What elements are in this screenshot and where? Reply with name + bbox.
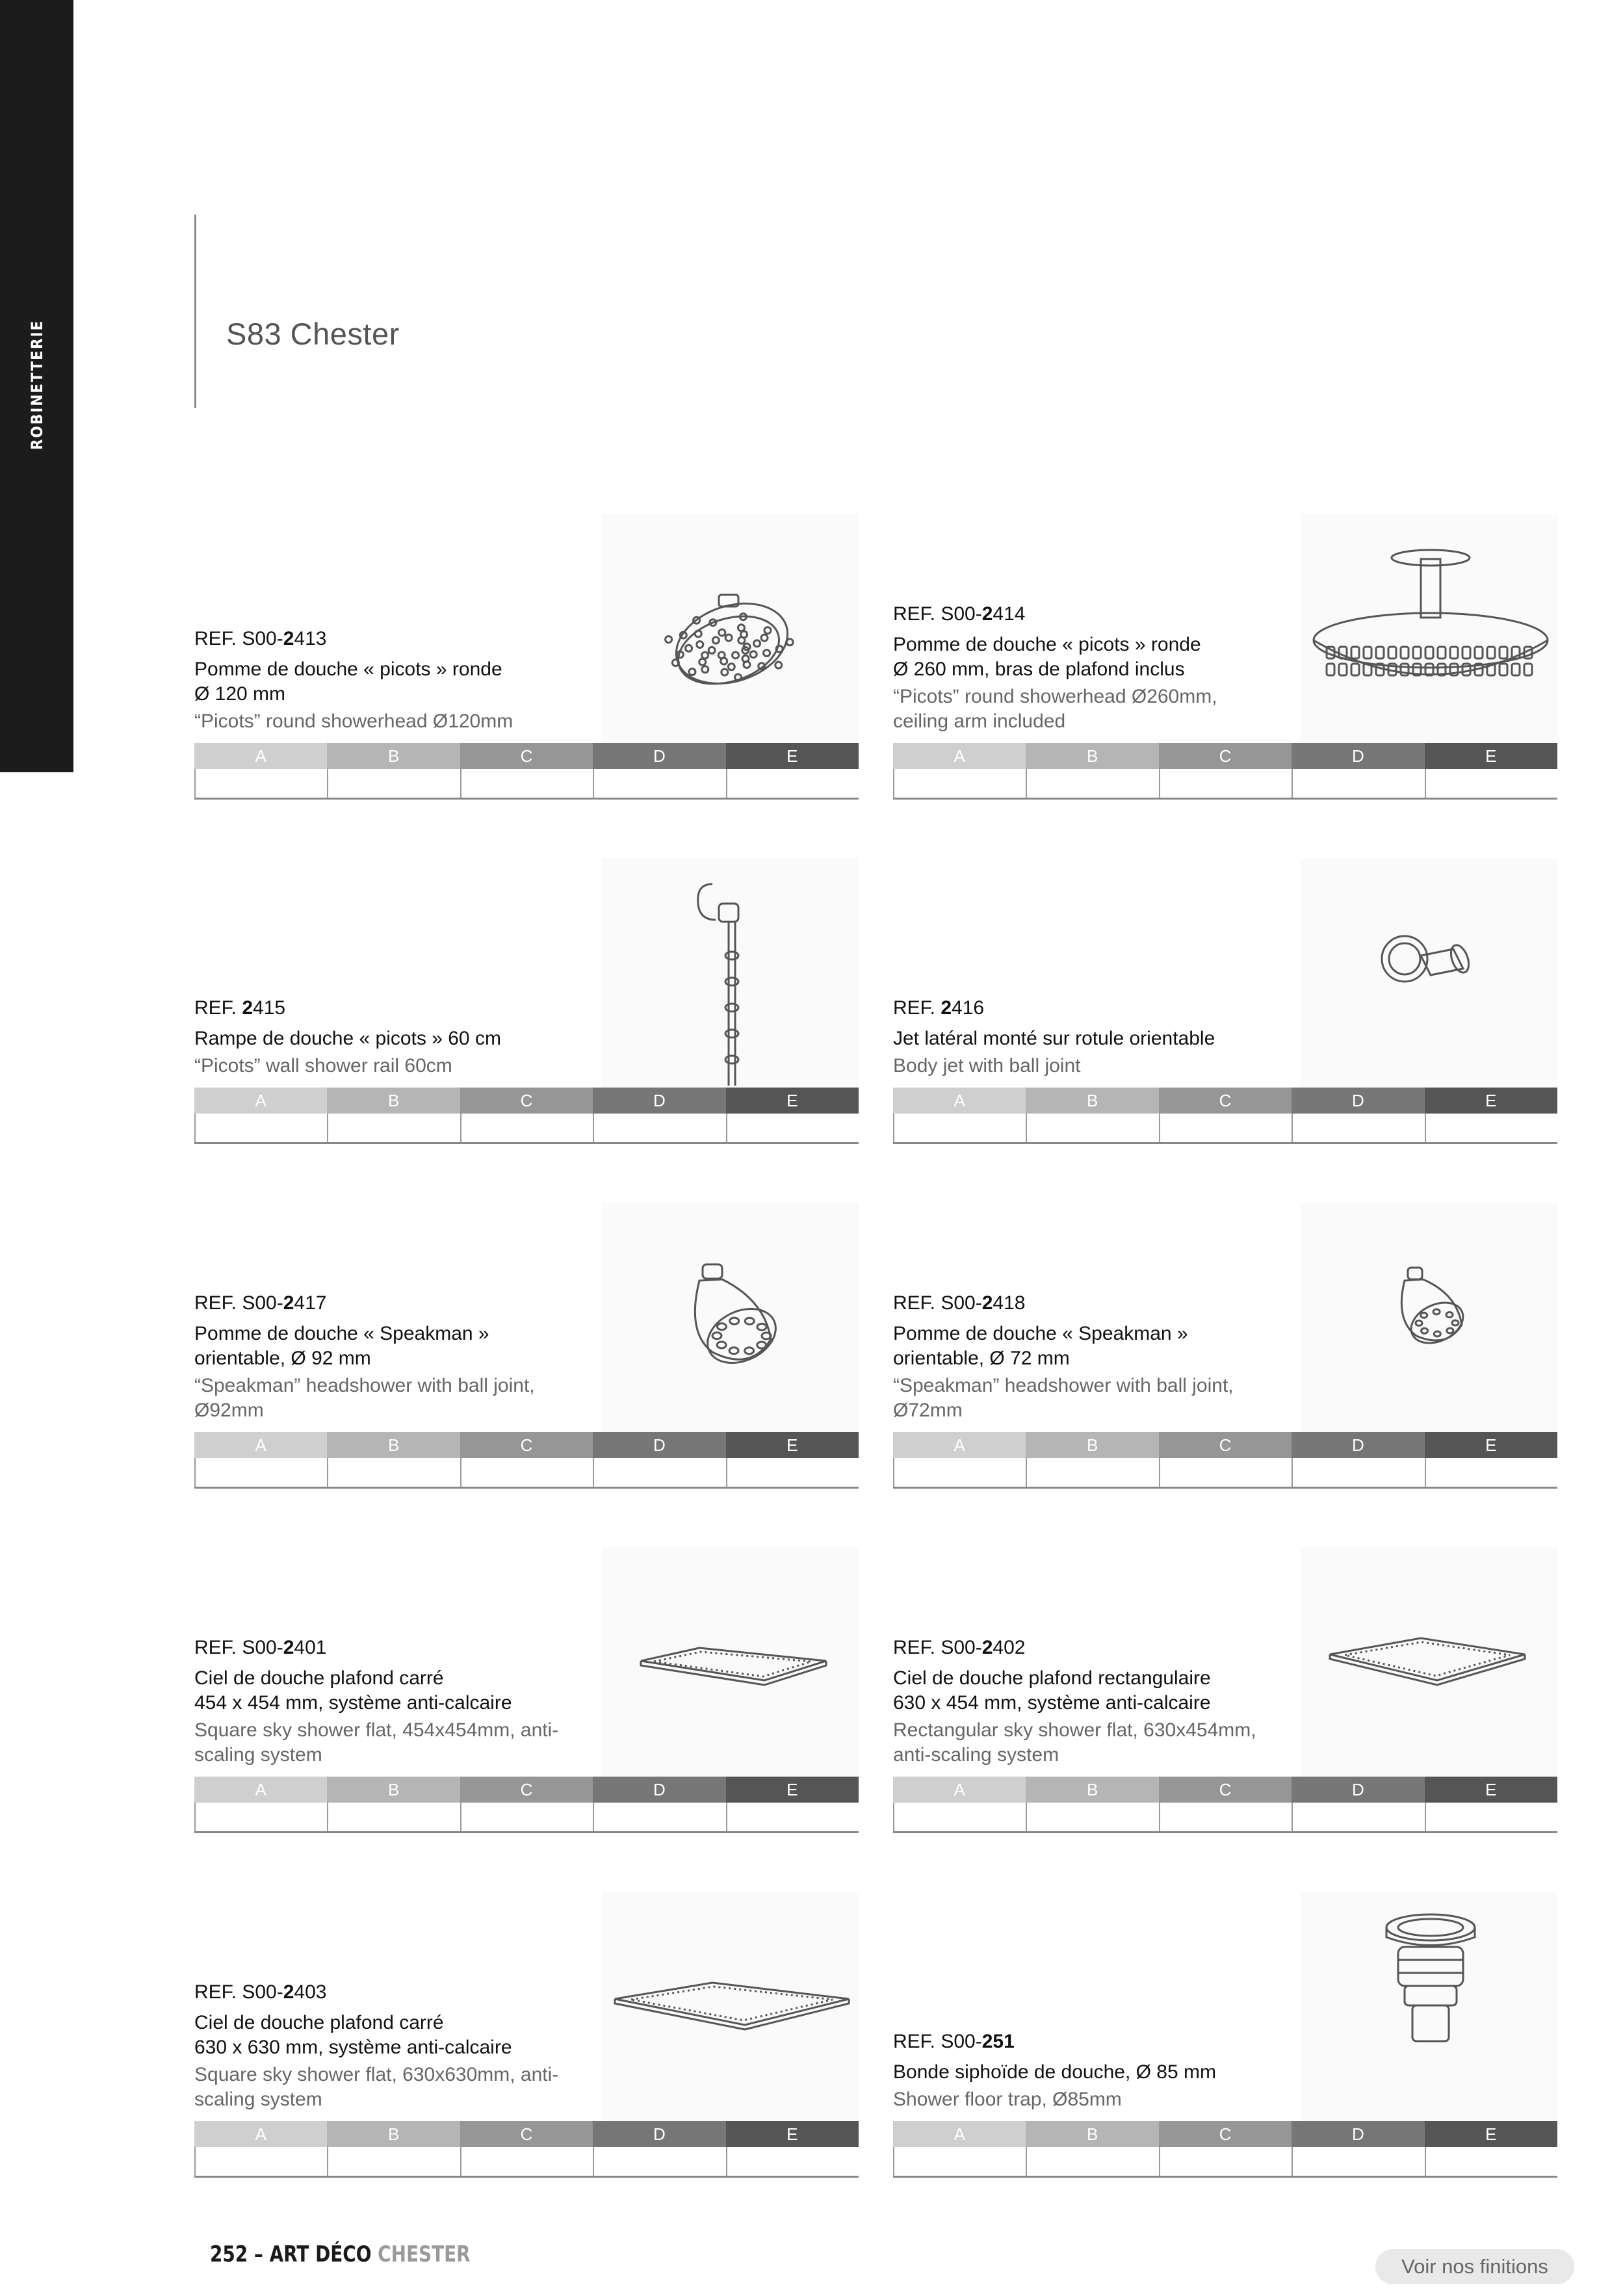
finish-table — [893, 2121, 1557, 2178]
product-text — [893, 997, 1296, 1078]
ref-suffix: 418 — [993, 1292, 1026, 1314]
finish-row — [194, 1458, 859, 1489]
finitions-button[interactable]: Voir nos finitions — [1375, 2249, 1574, 2284]
finish-column-a: A — [893, 2121, 1026, 2147]
page-footer — [210, 2241, 471, 2267]
finish-cell — [893, 769, 1026, 798]
finish-cell — [194, 2147, 327, 2176]
speakman-headshower-icon — [602, 1203, 859, 1437]
ref-suffix: 414 — [993, 603, 1026, 625]
product-card — [194, 858, 859, 1144]
ref-bold: 251 — [981, 2031, 1015, 2052]
finish-cell — [1159, 2147, 1292, 2176]
finish-row — [893, 1803, 1557, 1833]
finish-table — [194, 2121, 859, 2178]
product-card — [893, 1203, 1557, 1489]
product-name-fr: Pomme de douche « picots » ronde Ø 120 mm — [194, 659, 502, 705]
product-name-fr: Ciel de douche plafond rectangulaire 630 x 454 mm, système anti-calcaire — [893, 1667, 1211, 1714]
product-name-fr: Pomme de douche « Speakman » orientable, Ø 92 mm — [194, 1323, 489, 1369]
finish-cell — [1026, 769, 1158, 798]
finish-cell — [1425, 1458, 1557, 1487]
finish-cell — [1292, 769, 1424, 798]
ref-bold: 2 — [242, 997, 253, 1019]
body-jet-icon — [1301, 858, 1557, 1092]
finish-row — [893, 1458, 1557, 1489]
product-ref — [194, 1292, 597, 1315]
product-ref — [194, 1636, 597, 1660]
collection-name: ART DÉCO — [269, 2241, 378, 2267]
finish-column-d: D — [1292, 2121, 1424, 2147]
product-image — [1301, 1547, 1557, 1781]
finish-column-d: D — [1292, 1777, 1424, 1803]
finish-cell — [726, 1803, 859, 1831]
finish-cell — [1425, 2147, 1557, 2176]
finish-column-b: B — [1026, 1088, 1158, 1114]
product-name-fr: Ciel de douche plafond carré 454 x 454 mm, système anti-calcaire — [194, 1667, 512, 1714]
ref-bold: 2 — [981, 1292, 993, 1314]
finish-column-e: E — [726, 1777, 859, 1803]
finish-column-a: A — [893, 743, 1026, 769]
finish-cell — [593, 769, 725, 798]
product-card — [893, 514, 1557, 800]
finish-column-c: C — [460, 2121, 593, 2147]
finish-table — [194, 1777, 859, 1833]
finish-column-d: D — [593, 1432, 725, 1458]
ref-prefix: REF. S00- — [194, 1637, 283, 1658]
ref-bold: 2 — [283, 1292, 294, 1314]
product-name-en: Square sky shower flat, 454x454mm, anti- scaling system — [194, 1719, 559, 1766]
product-image — [1301, 858, 1557, 1092]
product-name-en: “Picots” round showerhead Ø260mm, ceiling arm included — [893, 686, 1217, 732]
product-name-fr: Ciel de douche plafond carré 630 x 630 mm, système anti-calcaire — [194, 2012, 512, 2058]
finish-column-d: D — [593, 1088, 725, 1114]
finish-column-e: E — [726, 743, 859, 769]
finish-cell — [460, 1803, 593, 1831]
product-text — [893, 603, 1296, 734]
product-name-fr: Bonde siphoïde de douche, Ø 85 mm — [893, 2061, 1216, 2083]
finish-header — [194, 1088, 859, 1114]
product-card — [893, 1547, 1557, 1833]
ref-prefix: REF. S00- — [893, 603, 982, 625]
finish-cell — [327, 1114, 460, 1142]
finish-column-c: C — [460, 1777, 593, 1803]
finish-cell — [726, 1114, 859, 1142]
collection-name-light: CHESTER — [378, 2241, 471, 2267]
finish-header — [194, 1432, 859, 1458]
side-tab — [0, 0, 73, 772]
ref-bold: 2 — [283, 628, 294, 649]
product-name-en: “Picots” round showerhead Ø120mm — [194, 711, 513, 732]
finish-column-b: B — [327, 743, 460, 769]
product-card — [194, 1892, 859, 2178]
finish-table — [194, 1432, 859, 1489]
finish-cell — [327, 769, 460, 798]
finish-cell — [1159, 769, 1292, 798]
finish-column-b: B — [327, 1777, 460, 1803]
finish-header — [893, 1777, 1557, 1803]
product-text — [194, 627, 597, 734]
product-text — [194, 1981, 597, 2112]
product-text — [893, 1292, 1296, 1423]
finish-header — [893, 1432, 1557, 1458]
ref-suffix: 401 — [294, 1637, 327, 1658]
ref-suffix: 415 — [253, 997, 286, 1019]
ref-suffix: 413 — [294, 628, 327, 649]
finish-column-e: E — [1425, 1432, 1557, 1458]
product-ref — [893, 997, 1296, 1020]
finish-cell — [1026, 1803, 1158, 1831]
finish-header — [893, 1088, 1557, 1114]
shower-rail-icon — [602, 858, 859, 1092]
product-image — [602, 858, 859, 1092]
finish-cell — [1159, 1458, 1292, 1487]
side-tab-label: ROBINETTERIE — [28, 319, 46, 450]
finish-table — [893, 1432, 1557, 1489]
square-sky-shower-icon — [602, 1547, 859, 1781]
product-name-fr: Pomme de douche « picots » ronde Ø 260 mm, bras de plafond inclus — [893, 634, 1201, 680]
product-image — [602, 1203, 859, 1437]
finish-cell — [593, 2147, 725, 2176]
finish-column-c: C — [1159, 743, 1292, 769]
finish-cell — [1026, 1114, 1158, 1142]
finish-cell — [1026, 1458, 1158, 1487]
finish-cell — [1159, 1114, 1292, 1142]
finish-cell — [1292, 1803, 1424, 1831]
ref-bold: 2 — [283, 1637, 294, 1658]
finish-cell — [327, 2147, 460, 2176]
finish-cell — [327, 1803, 460, 1831]
finish-column-b: B — [1026, 2121, 1158, 2147]
product-image — [1301, 1892, 1557, 2126]
finish-column-d: D — [593, 743, 725, 769]
finish-header — [194, 2121, 859, 2147]
title-divider — [194, 215, 196, 408]
finish-column-c: C — [1159, 1088, 1292, 1114]
ref-suffix: 417 — [294, 1292, 327, 1314]
ref-bold: 2 — [283, 1981, 294, 2003]
finish-cell — [593, 1114, 725, 1142]
ref-suffix: 416 — [952, 997, 985, 1019]
finish-column-a: A — [194, 743, 327, 769]
finish-cell — [460, 1458, 593, 1487]
finish-cell — [593, 1458, 725, 1487]
product-name-en: “Picots” wall shower rail 60cm — [194, 1055, 452, 1076]
ref-prefix: REF. S00- — [194, 628, 283, 649]
finish-column-d: D — [593, 1777, 725, 1803]
finish-cell — [1159, 1803, 1292, 1831]
finish-table — [194, 743, 859, 800]
finish-row — [893, 2147, 1557, 2178]
product-card — [194, 1203, 859, 1489]
product-ref — [893, 1292, 1296, 1315]
ref-bold: 2 — [981, 1637, 993, 1658]
finish-row — [893, 1114, 1557, 1144]
finish-cell — [1425, 1114, 1557, 1142]
finish-column-a: A — [893, 1088, 1026, 1114]
finish-cell — [726, 1458, 859, 1487]
finish-cell — [194, 1114, 327, 1142]
finish-column-b: B — [327, 2121, 460, 2147]
finish-cell — [726, 2147, 859, 2176]
finish-column-e: E — [726, 1088, 859, 1114]
finish-column-a: A — [893, 1777, 1026, 1803]
product-ref — [194, 997, 597, 1020]
finish-column-d: D — [593, 2121, 725, 2147]
product-ref — [194, 1981, 597, 2004]
finish-cell — [593, 1803, 725, 1831]
footer-separator: – — [248, 2241, 270, 2267]
product-ref — [893, 1636, 1296, 1660]
finish-cell — [460, 1114, 593, 1142]
finish-row — [893, 769, 1557, 800]
product-image — [602, 1547, 859, 1781]
ref-bold: 2 — [981, 603, 993, 625]
finish-column-d: D — [1292, 1088, 1424, 1114]
finish-column-a: A — [194, 1432, 327, 1458]
product-name-en: Rectangular sky shower flat, 630x454mm, anti-scaling system — [893, 1719, 1256, 1766]
finish-table — [893, 1777, 1557, 1833]
product-card — [194, 514, 859, 800]
product-name-en: Body jet with ball joint — [893, 1055, 1081, 1076]
product-name-en: “Speakman” headshower with ball joint, Ø72mm — [893, 1375, 1234, 1421]
finish-cell — [1425, 1803, 1557, 1831]
finish-cell — [1292, 2147, 1424, 2176]
floor-trap-icon — [1301, 1892, 1557, 2126]
round-showerhead-icon — [602, 514, 859, 748]
ref-suffix: 403 — [294, 1981, 327, 2003]
finish-header — [893, 2121, 1557, 2147]
finish-column-b: B — [1026, 743, 1158, 769]
finish-column-e: E — [1425, 2121, 1557, 2147]
finish-header — [194, 743, 859, 769]
finish-cell — [1292, 1114, 1424, 1142]
finish-cell — [327, 1458, 460, 1487]
speakman-headshower-small-icon — [1301, 1203, 1557, 1437]
finish-table — [194, 1088, 859, 1144]
product-card — [194, 1547, 859, 1833]
finish-column-b: B — [1026, 1432, 1158, 1458]
finish-cell — [194, 1458, 327, 1487]
product-text — [893, 2030, 1296, 2112]
ref-prefix: REF. S00- — [194, 1981, 283, 2003]
product-text — [893, 1636, 1296, 1768]
product-text — [194, 1292, 597, 1423]
product-name-en: “Speakman” headshower with ball joint, Ø92mm — [194, 1375, 535, 1421]
finish-cell — [1026, 2147, 1158, 2176]
large-square-sky-shower-icon — [602, 1892, 859, 2126]
finish-cell — [1292, 1458, 1424, 1487]
finish-column-d: D — [1292, 743, 1424, 769]
finish-column-c: C — [460, 1432, 593, 1458]
ref-prefix: REF. S00- — [893, 1292, 982, 1314]
finish-column-a: A — [893, 1432, 1026, 1458]
finish-cell — [460, 769, 593, 798]
ceiling-showerhead-icon — [1301, 514, 1557, 748]
finish-column-b: B — [1026, 1777, 1158, 1803]
finish-column-b: B — [327, 1088, 460, 1114]
product-image — [602, 1892, 859, 2126]
finish-row — [194, 1803, 859, 1833]
product-name-en: Square sky shower flat, 630x630mm, anti- scaling system — [194, 2064, 559, 2110]
finish-column-b: B — [327, 1432, 460, 1458]
finish-column-e: E — [1425, 1777, 1557, 1803]
ref-prefix: REF. S00- — [194, 1292, 283, 1314]
finish-cell — [460, 2147, 593, 2176]
finish-cell — [893, 1458, 1026, 1487]
product-card — [893, 858, 1557, 1144]
page-number: 252 — [210, 2241, 248, 2267]
finish-column-e: E — [1425, 743, 1557, 769]
product-name-fr: Pomme de douche « Speakman » orientable, Ø 72 mm — [893, 1323, 1188, 1369]
ref-prefix: REF. — [194, 997, 242, 1019]
finish-cell — [893, 1803, 1026, 1831]
product-name-fr: Jet latéral monté sur rotule orientable — [893, 1028, 1215, 1049]
finish-column-c: C — [1159, 2121, 1292, 2147]
finish-header — [893, 743, 1557, 769]
finish-cell — [194, 1803, 327, 1831]
product-text — [194, 997, 597, 1078]
product-ref — [194, 627, 597, 651]
finish-cell — [893, 1114, 1026, 1142]
product-name-en: Shower floor trap, Ø85mm — [893, 2089, 1122, 2110]
finish-column-a: A — [194, 1777, 327, 1803]
rectangular-sky-shower-icon — [1301, 1547, 1557, 1781]
finish-cell — [1425, 769, 1557, 798]
finish-column-e: E — [1425, 1088, 1557, 1114]
ref-suffix: 402 — [993, 1637, 1026, 1658]
finish-table — [893, 743, 1557, 800]
product-card — [893, 1892, 1557, 2178]
finish-row — [194, 2147, 859, 2178]
finish-column-c: C — [1159, 1432, 1292, 1458]
finish-column-d: D — [1292, 1432, 1424, 1458]
finish-row — [194, 769, 859, 800]
finish-column-a: A — [194, 1088, 327, 1114]
finish-column-c: C — [460, 1088, 593, 1114]
finish-cell — [726, 769, 859, 798]
finish-row — [194, 1114, 859, 1144]
finish-column-c: C — [1159, 1777, 1292, 1803]
product-ref — [893, 603, 1296, 626]
finish-column-c: C — [460, 743, 593, 769]
product-image — [1301, 514, 1557, 748]
finish-table — [893, 1088, 1557, 1144]
product-name-fr: Rampe de douche « picots » 60 cm — [194, 1028, 501, 1049]
page-title: S83 Chester — [226, 317, 400, 352]
product-image — [1301, 1203, 1557, 1437]
finish-column-e: E — [726, 2121, 859, 2147]
ref-prefix: REF. — [893, 997, 941, 1019]
ref-prefix: REF. S00- — [893, 2031, 982, 2052]
product-text — [194, 1636, 597, 1768]
ref-prefix: REF. S00- — [893, 1637, 982, 1658]
finish-cell — [194, 769, 327, 798]
product-ref — [893, 2030, 1296, 2054]
finish-header — [194, 1777, 859, 1803]
finish-column-e: E — [726, 1432, 859, 1458]
ref-bold: 2 — [941, 997, 952, 1019]
product-image — [602, 514, 859, 748]
finish-column-a: A — [194, 2121, 327, 2147]
finish-cell — [893, 2147, 1026, 2176]
